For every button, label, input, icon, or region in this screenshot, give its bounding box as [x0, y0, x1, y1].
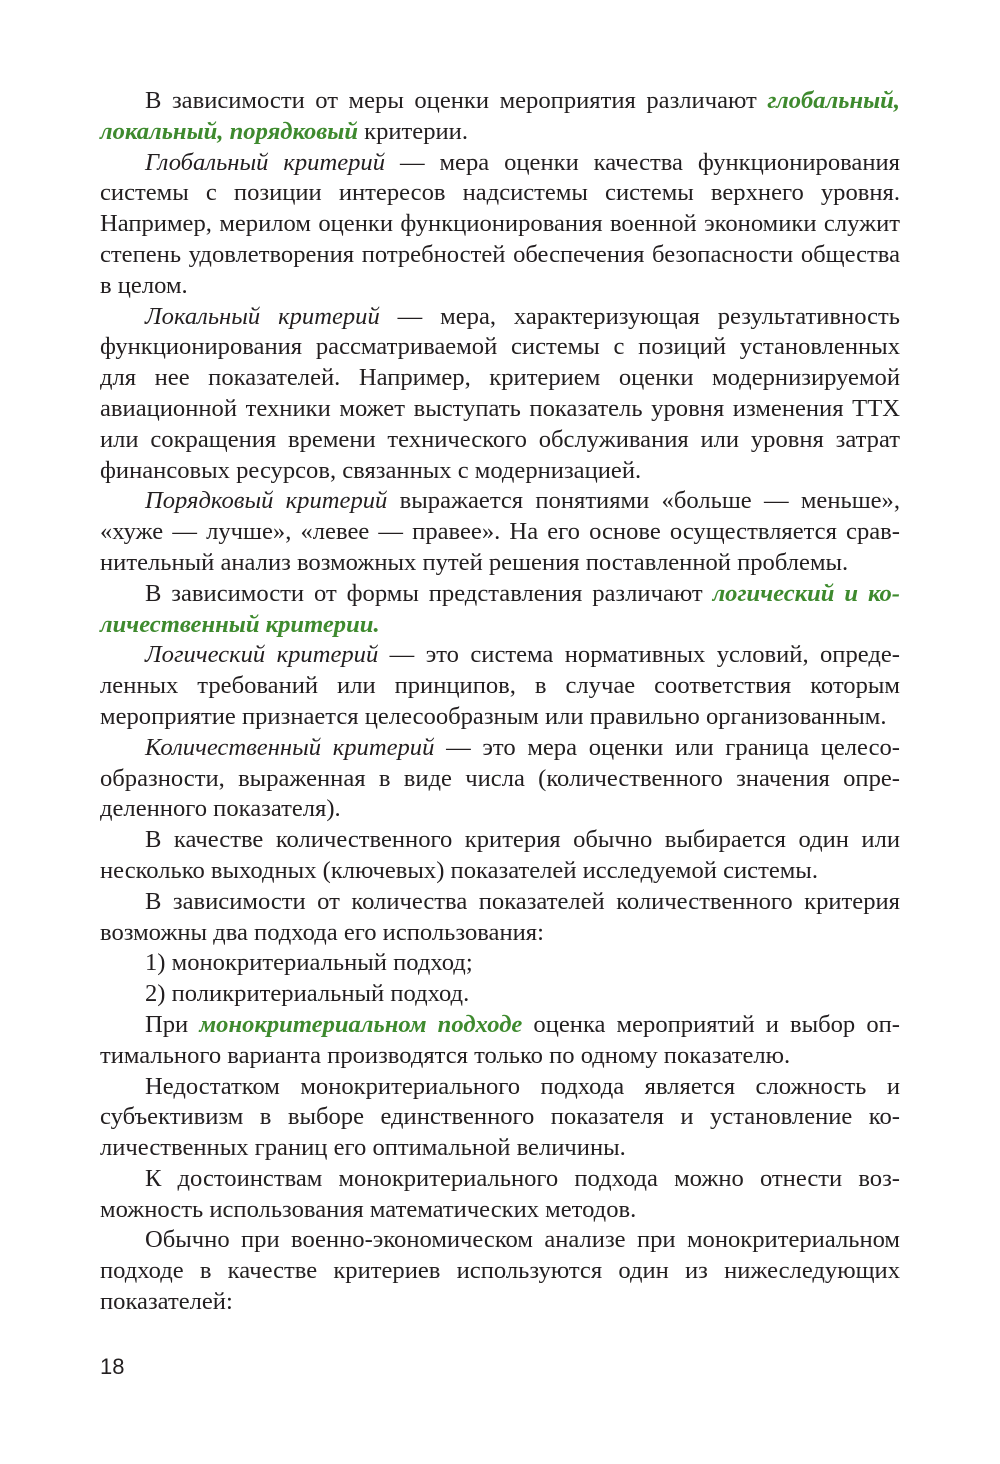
paragraph-p14: [100, 1164, 900, 1226]
page-body: [100, 86, 900, 1318]
paragraph-p6: [100, 640, 900, 732]
text-segment: оценка мероприятий и выбор оптимального варианта производятся только по одному показателю.: [100, 1010, 900, 1069]
term-highlight: логический и количественный критерии.: [100, 579, 900, 638]
text-segment: 2) поликритериальный подход.: [145, 980, 470, 1008]
text-segment: При: [145, 1010, 200, 1038]
term-italic: Локальный критерий: [145, 302, 380, 330]
text-segment: 1) монокритериальный подход;: [145, 949, 473, 977]
text-segment: выражается понятиями «больше — меньше», «хуже — лучше», «левее — правее». На его основе осуществляется сравнительный анализ возможных путей решения поставленной проблемы.: [100, 487, 900, 576]
text-segment: критерии.: [358, 117, 468, 145]
text-segment: Недостатком монокритериального подхода является сложность и субъективизм в выборе единственного показателя и установление количественных границ его оптимальной величины.: [100, 1072, 900, 1162]
paragraph-p1: [100, 86, 900, 148]
text-segment: В зависимости от количества показателей количественного критерия возможны два подхода его использования:: [100, 887, 900, 946]
text-segment: Обычно при военно-экономическом анализе при монокритериальном подходе в качестве критериев используются один из нижеследующих показателей:: [100, 1226, 900, 1316]
text-segment: К достоинствам монокритериального подхода можно отнести возможность использования математических методов.: [100, 1164, 900, 1223]
text-segment: — это мера оценки или граница целесообразности, выраженная в виде числа (количественного значения определенного показателя).: [100, 733, 900, 823]
term-italic: Количественный критерий: [145, 733, 435, 761]
paragraph-p9: [100, 887, 900, 949]
term-highlight: глобальный, локальный, порядковый: [100, 87, 900, 145]
page-number: 18: [100, 1354, 125, 1379]
paragraph-p4: [100, 486, 900, 578]
paragraph-p8: [100, 825, 900, 887]
text-segment: — мера оценки качества функционирования системы с позиции интересов надсистемы системы верхнего уровня. Например, мерилом оценки функционирования военной экономики служит степень удовлетворения потребностей обеспечения безопасности общества в целом.: [100, 148, 900, 299]
paragraph-p3: [100, 302, 900, 487]
paragraph-p2: [100, 148, 900, 302]
term-italic: Порядковый критерий: [145, 487, 388, 515]
paragraph-p5: [100, 579, 900, 641]
text-segment: В зависимости от формы представления различают: [145, 579, 713, 607]
paragraph-p12: [100, 1010, 900, 1072]
text-segment: — это система нормативных условий, определенных требований или принципов, в случае соответствия которым мероприятие признается целесообразным или правильно организованным.: [100, 641, 900, 730]
text-segment: В зависимости от меры оценки мероприятия различают: [145, 87, 768, 114]
list-item-1: [100, 948, 900, 979]
term-italic: Глобальный критерий: [145, 148, 386, 176]
text-segment: — мера, характеризующая результативность функционирования рассматриваемой системы с позиций установленных для нее показателей. Например, критерием оценки модернизируемой авиационной техники может выступать показатель уровня изменения ТТХ или сокращения времени технического обслуживания или уровня затрат финансовых ресурсов, связанных с модернизацией.: [100, 302, 900, 484]
text-segment: В качестве количественного критерия обычно выбирается один или несколько выходных (ключевых) показателей исследуемой системы.: [100, 826, 900, 884]
paragraph-p7: [100, 733, 900, 825]
term-italic: Логический критерий: [145, 641, 379, 669]
term-highlight: монокритериальном подходе: [199, 1010, 523, 1038]
paragraph-p15: [100, 1225, 900, 1317]
paragraph-p13: [100, 1072, 900, 1164]
list-item-2: [100, 979, 900, 1010]
